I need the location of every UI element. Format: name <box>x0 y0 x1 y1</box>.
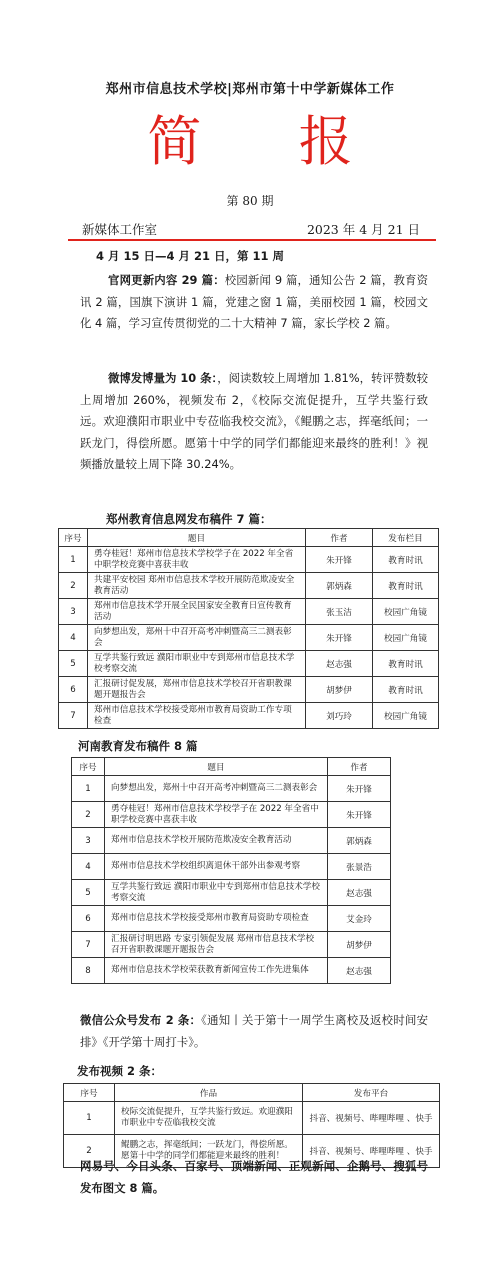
zhengzhou-heading: 郑州教育信息网发布稿件 7 篇： <box>106 512 272 526</box>
row-no: 7 <box>72 932 105 958</box>
website-summary <box>80 270 428 335</box>
row-no: 4 <box>59 625 88 651</box>
henan-heading: 河南教育发布稿件 8 篇 <box>78 739 198 753</box>
row-no: 2 <box>72 802 105 828</box>
publish-date: 2023 年 4 月 21 日 <box>306 222 420 237</box>
row-no: 6 <box>59 677 88 703</box>
row-author: 朱开锋 <box>328 776 391 802</box>
table-row <box>72 932 391 958</box>
wechat-lead: 微信公众号发布 2 条： <box>80 1013 202 1027</box>
zhengzhou-table <box>58 528 439 729</box>
row-column: 校园广角镜 <box>373 625 439 651</box>
row-column: 教育时讯 <box>373 677 439 703</box>
col-header-work: 作品 <box>115 1084 303 1102</box>
col-header-no: 序号 <box>72 758 105 776</box>
row-no: 8 <box>72 958 105 984</box>
henan-table <box>71 757 391 984</box>
row-column: 校园广角镜 <box>373 599 439 625</box>
row-no: 1 <box>64 1102 115 1135</box>
table-row <box>72 958 391 984</box>
row-column: 校园广角镜 <box>373 703 439 729</box>
row-author: 郭炳森 <box>306 573 373 599</box>
row-title: 勇夺桂冠！郑州市信息技术学校学子在 2022 年全省中职学校竞赛中喜获丰收 <box>88 547 306 573</box>
row-title: 郑州市信息技术学校接受郑州市教育局资助工作专项检查 <box>88 703 306 729</box>
col-header-no: 序号 <box>59 529 88 547</box>
row-author: 张玉洁 <box>306 599 373 625</box>
row-platform: 抖音、视频号、哔哩哔哩 、快手 <box>303 1135 440 1168</box>
col-header-platform: 发布平台 <box>303 1084 440 1102</box>
table-row <box>72 854 391 880</box>
row-title: 勇夺桂冠！郑州市信息技术学校学子在 2022 年全省中职学校竞赛中喜获丰收 <box>105 802 328 828</box>
row-no: 4 <box>72 854 105 880</box>
row-no: 2 <box>64 1135 115 1168</box>
website-text: 校园新闻 9 篇，通知公告 2 篇，教育资讯 2 篇，国旗下演讲 1 篇，党建之窗 1 篇，美丽校园 1 篇，校园文化 4 篇，学习宣传贯彻党的二十大精神 7 篇，家长学校 2 篇。 <box>80 273 428 330</box>
row-title: 郑州市信息技术学校接受郑州市教育局资助专项检查 <box>105 906 328 932</box>
row-platform: 抖音、视频号、哔哩哔哩 、快手 <box>303 1102 440 1135</box>
col-header-author: 作者 <box>328 758 391 776</box>
row-author: 胡梦伊 <box>328 932 391 958</box>
row-title: 向梦想出发，郑州十中召开高考冲刺暨高三二测表彰会 <box>105 776 328 802</box>
row-author: 赵志强 <box>306 651 373 677</box>
table-row <box>59 599 439 625</box>
col-header-title: 题目 <box>88 529 306 547</box>
col-header-title: 题目 <box>105 758 328 776</box>
table-row <box>72 880 391 906</box>
row-column: 教育时讯 <box>373 547 439 573</box>
row-author: 赵志强 <box>328 880 391 906</box>
table-row <box>59 625 439 651</box>
row-no: 3 <box>59 599 88 625</box>
table-row <box>72 802 391 828</box>
row-author: 朱开锋 <box>328 802 391 828</box>
table-row <box>59 573 439 599</box>
meta-row <box>82 220 420 238</box>
wechat-summary <box>80 1010 428 1053</box>
office-name: 新媒体工作室 <box>82 222 158 237</box>
weibo-summary <box>80 368 428 476</box>
row-author: 赵志强 <box>328 958 391 984</box>
row-no: 1 <box>72 776 105 802</box>
org-title: 郑州市信息技术学校|郑州市第十中学新媒体工作 <box>105 82 395 97</box>
row-title: 向梦想出发，郑州十中召开高考冲刺暨高三二测表彰会 <box>88 625 306 651</box>
row-title: 互学共鉴行致远 濮阳市职业中专到郑州市信息技术学校考察交流 <box>88 651 306 677</box>
row-title: 汇报研讨明思路 专家引领促发展 郑州市信息技术学校召开省职教课题开题报告会 <box>105 932 328 958</box>
wechat-text: 《通知丨关于第十一周学生离校及返校时间安排》《开学第十周打卡》。 <box>80 1013 428 1049</box>
row-column: 教育时讯 <box>373 573 439 599</box>
row-author: 郭炳森 <box>328 828 391 854</box>
row-title: 互学共鉴行致远 濮阳市职业中专到郑州市信息技术学校考察交流 <box>105 880 328 906</box>
row-title: 郑州市信息技术学校开展防范欺凌安全教育活动 <box>105 828 328 854</box>
row-author: 张景浩 <box>328 854 391 880</box>
table-row <box>72 906 391 932</box>
row-author: 刘巧玲 <box>306 703 373 729</box>
row-no: 6 <box>72 906 105 932</box>
row-title: 汇报研讨促发展，郑州市信息技术学校召开省职教课题开题报告会 <box>88 677 306 703</box>
row-no: 1 <box>59 547 88 573</box>
row-author: 胡梦伊 <box>306 677 373 703</box>
row-column: 教育时讯 <box>373 651 439 677</box>
col-header-column: 发布栏目 <box>373 529 439 547</box>
row-title: 共建平安校园 郑州市信息技术学校开展防范欺凌安全教育活动 <box>88 573 306 599</box>
main-title: 简 报 <box>147 110 393 173</box>
row-no: 5 <box>72 880 105 906</box>
table-row <box>59 677 439 703</box>
row-title: 郑州市信息技术学校组织离退休干部外出参观考察 <box>105 854 328 880</box>
col-header-no: 序号 <box>64 1084 115 1102</box>
red-divider <box>68 239 436 241</box>
weibo-lead: 微博发博量为 10 条： <box>108 371 218 385</box>
table-row <box>59 651 439 677</box>
week-line: 4 月 15 日—4 月 21 日，第 11 周 <box>96 249 285 263</box>
footer-summary: 网易号、今日头条、百家号、顶端新闻、正观新闻、企鹅号、搜狐号发布图文 8 篇。 <box>80 1159 428 1195</box>
table-row <box>64 1102 440 1135</box>
weibo-text: ，阅读数较上周增加 1.81%，转评赞数较上周增加 260%，视频发布 2，《校际交流促提升，互学共鉴行致远。欢迎濮阳市职业中专莅临我校交流》，《鲲鹏之志，挥毫纸间；一跃龙门，得偿所愿。愿第十中学的同学们都能迎来最终的胜利！》视频播放量较上周下降 30.24%。 <box>80 371 428 471</box>
issue-number: 第 80 期 <box>226 194 274 208</box>
row-no: 3 <box>72 828 105 854</box>
row-title: 郑州市信息技术学开展全民国家安全教育日宣传教育活动 <box>88 599 306 625</box>
row-author: 艾金玲 <box>328 906 391 932</box>
table-row <box>59 547 439 573</box>
row-author: 朱开锋 <box>306 625 373 651</box>
row-author: 朱开锋 <box>306 547 373 573</box>
row-no: 5 <box>59 651 88 677</box>
website-lead: 官网更新内容 29 篇： <box>108 273 225 287</box>
row-title: 鲲鹏之志，挥毫纸间；一跃龙门，得偿所愿。愿第十中学的同学们都能迎来最终的胜利！ <box>115 1135 303 1168</box>
row-title: 校际交流促提升，互学共鉴行致远。欢迎濮阳市职业中专莅临我校交流 <box>115 1102 303 1135</box>
row-title: 郑州市信息技术学校荣获教育新闻宣传工作先进集体 <box>105 958 328 984</box>
col-header-author: 作者 <box>306 529 373 547</box>
table-row <box>72 828 391 854</box>
table-row <box>72 776 391 802</box>
row-no: 2 <box>59 573 88 599</box>
video-heading: 发布视频 2 条： <box>77 1064 163 1078</box>
table-row <box>59 703 439 729</box>
row-no: 7 <box>59 703 88 729</box>
